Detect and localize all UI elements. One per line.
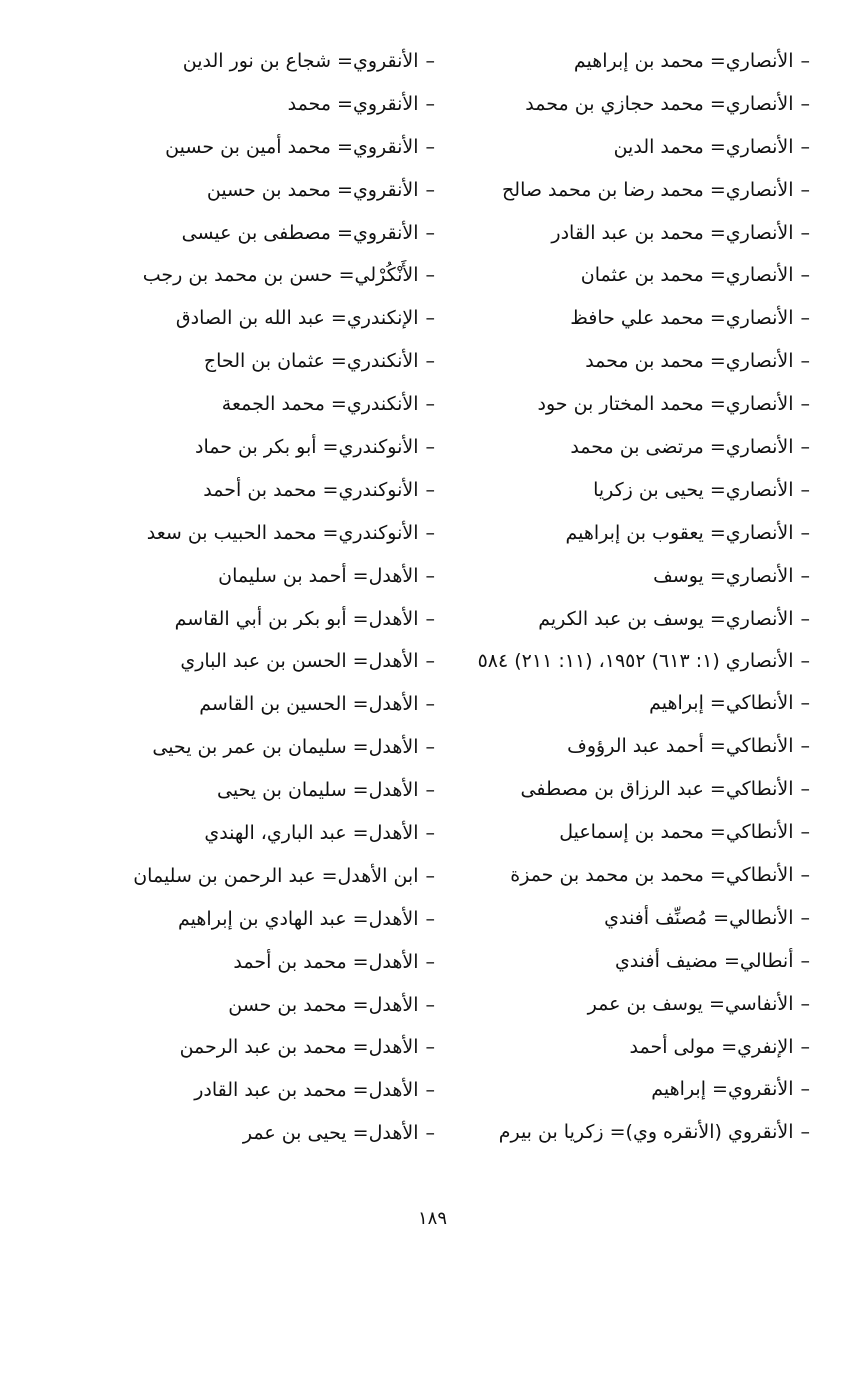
entry-dash: – [425,92,435,115]
entry-dash: – [800,92,810,115]
index-entry [105,598,435,641]
index-entry [465,254,810,297]
index-entry [105,426,435,469]
entry-text: الأهدل= عبد الباري، الهندي [204,822,419,845]
entry-dash: – [800,50,810,72]
index-entry [465,983,810,1026]
entry-dash: – [800,1121,810,1144]
entry-dash: – [425,907,435,930]
index-entry [105,769,435,812]
entry-dash: – [800,521,810,544]
entry-dash: – [425,1036,435,1059]
entry-dash: – [425,350,435,373]
entry-dash: – [425,736,435,759]
index-entry [465,940,810,983]
entry-text: الأهدل= محمد بن عبد القادر [194,1079,419,1102]
entry-text: الأنصاري= محمد الدين [613,135,794,158]
index-entry [105,297,435,340]
index-entry [105,83,435,126]
entry-text: الأهدل= محمد بن حسن [228,993,419,1016]
entry-dash: – [425,135,435,158]
index-column-right [465,40,810,1154]
entry-dash: – [800,478,810,501]
entry-text: الأنكندري= عثمان بن الحاج [203,350,419,373]
index-entry [465,897,810,940]
entry-dash: – [800,135,810,158]
entry-dash: – [800,350,810,373]
entry-text: الأنقروي (الأنقره وي)= زكريا بن بيرم [498,1121,794,1144]
entry-dash: – [425,607,435,630]
entry-text: الأنصاري= محمد رضا بن محمد صالح [502,178,794,201]
entry-dash: – [800,178,810,201]
entry-text: الأنقروي= شجاع بن نور الدين [182,50,419,72]
entry-dash: – [425,264,435,287]
index-entry [465,297,810,340]
index-entry [465,854,810,897]
index-entry [105,1069,435,1112]
entry-text: الأنصاري= يوسف [653,564,794,587]
entry-dash: – [425,779,435,802]
index-entry [465,469,810,512]
entry-text: الأهدل= أحمد بن سليمان [218,564,419,587]
entry-text: الأنوكندري= محمد بن أحمد [203,478,419,501]
entry-dash: – [800,992,810,1015]
entry-dash: – [800,1035,810,1058]
entry-dash: – [425,950,435,973]
entry-text: الأنقروي= محمد [287,92,419,115]
index-entry [105,1112,435,1155]
index-entry [465,1111,810,1154]
entry-dash: – [425,1122,435,1145]
entry-text: الأنطاكي= محمد بن محمد بن حمزة [510,864,794,887]
index-entry [465,1068,810,1111]
index-entry [105,169,435,212]
index-entry [105,726,435,769]
entry-text: الأنقروي= محمد بن حسين [206,178,419,201]
entry-dash: – [800,393,810,416]
index-entry [105,469,435,512]
index-entry [465,555,810,598]
index-entry [105,640,435,683]
index-entry [105,126,435,169]
entry-dash: – [425,478,435,501]
entry-dash: – [425,993,435,1016]
entry-text: الأهدل= الحسن بن عبد الباري [180,650,419,673]
entry-text: الأنطاكي= محمد بن إسماعيل [559,821,794,844]
entry-text: الإنفري= مولى أحمد [629,1035,794,1058]
entry-dash: – [800,692,810,715]
entry-dash: – [425,178,435,201]
entry-text: الأنقروي= محمد أمين بن حسين [165,135,419,158]
entry-text: الأنطاكي= أحمد عبد الرؤوف [567,735,794,758]
index-entry [465,640,810,682]
entry-text: الأهدل= الحسين بن القاسم [199,693,419,716]
index-entry [105,383,435,426]
entry-dash: – [425,564,435,587]
entry-dash: – [800,949,810,972]
index-entry [105,254,435,297]
entry-text: الأهدل= سليمان بن عمر بن يحيى [152,736,419,759]
index-entry [465,811,810,854]
entry-dash: – [800,778,810,801]
entry-text: الأنطاكي= عبد الرزاق بن مصطفى [520,778,794,801]
entry-dash: – [800,607,810,630]
entry-dash: – [425,307,435,330]
index-entry [105,941,435,984]
index-entry [105,555,435,598]
entry-text: الأنقروي= مصطفى بن عيسى [181,221,419,244]
entry-text: الأنصاري= يعقوب بن إبراهيم [565,521,794,544]
entry-dash: – [425,650,435,673]
entry-text: الأهدل= سليمان بن يحيى [217,779,419,802]
index-entry [465,725,810,768]
index-entry [105,340,435,383]
index-entry [105,212,435,255]
index-entry [465,212,810,255]
entry-text: الأنصاري= يحيى بن زكريا [593,478,794,501]
entry-text: الأنصاري= محمد بن عثمان [580,264,794,287]
entry-dash: – [425,521,435,544]
entry-dash: – [800,264,810,287]
index-entry [105,984,435,1027]
entry-text: الأنصاري= محمد بن عبد القادر [551,221,794,244]
index-entry [105,512,435,555]
entry-text: الأهدل= عبد الهادي بن إبراهيم [178,907,419,930]
index-entry [465,426,810,469]
index-entry [465,126,810,169]
entry-text: الأنصاري= يوسف بن عبد الكريم [538,607,794,630]
index-entry [105,812,435,855]
entry-dash: – [425,221,435,244]
entry-dash: – [800,436,810,459]
index-entry [105,683,435,726]
entry-text: الأهدل= يحيى بن عمر [242,1122,419,1145]
entry-text: الأنصاري= مرتضى بن محمد [570,436,794,459]
index-entry [105,898,435,941]
index-entry [105,40,435,83]
entry-text: الأنقروي= إبراهيم [651,1078,794,1101]
entry-dash: – [425,50,435,72]
entry-text: الأنوكندري= أبو بكر بن حماد [195,436,419,459]
page-number: ١٨٩ [417,1208,447,1229]
entry-text: أنطالي= مضيف أفندي [614,949,794,972]
entry-text: الأَنْكُرْلي= حسن بن محمد بن رجب [142,264,419,287]
entry-text: الإنكندري= عبد الله بن الصادق [175,307,419,330]
entry-dash: – [800,564,810,587]
entry-text: الأنوكندري= محمد الحبيب بن سعد [146,521,419,544]
entry-text: الأنصاري= محمد علي حافظ [570,307,794,330]
entry-dash: – [425,1079,435,1102]
entry-dash: – [800,864,810,887]
index-entry [465,768,810,811]
index-entry [465,1026,810,1069]
entry-text: الأهدل= أبو بكر بن أبي القاسم [174,607,419,630]
entry-text: الأنصاري= محمد حجازي بن محمد [525,92,794,115]
entry-dash: – [800,1078,810,1101]
entry-text: الأنفاسي= يوسف بن عمر [587,992,794,1015]
entry-text: الأنطالي= مُصنِّف أفندي [604,906,794,929]
index-entry [465,598,810,641]
entry-dash: – [800,221,810,244]
index-entry [465,383,810,426]
entry-text: الأنكندري= محمد الجمعة [221,393,419,416]
entry-dash: – [425,693,435,716]
entry-text: الأهدل= محمد بن عبد الرحمن [179,1036,419,1059]
entry-dash: – [800,821,810,844]
index-entry [465,40,810,83]
index-entry [105,855,435,898]
entry-dash: – [800,650,810,673]
index-entry [465,83,810,126]
index-entry [465,682,810,725]
entry-text: الأهدل= محمد بن أحمد [233,950,419,973]
entry-dash: – [425,822,435,845]
index-entry [465,340,810,383]
entry-text: الأنصاري= محمد المختار بن حود [537,393,794,416]
entry-dash: – [800,735,810,758]
entry-dash: – [425,393,435,416]
entry-text: الأنصاري= محمد بن إبراهيم [573,50,794,72]
entry-dash: – [425,436,435,459]
entry-text: الأنصاري= محمد بن محمد [585,350,794,373]
entry-dash: – [800,307,810,330]
entry-text: ابن الأهدل= عبد الرحمن بن سليمان [133,864,419,887]
entry-dash: – [425,864,435,887]
entry-text: الأنصاري (١: ٦١٣) ١٩٥٢، (١١: ٢١١) ٥٨٤ [477,650,794,673]
entry-dash: – [800,906,810,929]
index-column-left [105,40,435,1155]
index-entry [465,512,810,555]
entry-text: الأنطاكي= إبراهيم [649,692,794,715]
index-entry [105,1026,435,1069]
index-entry [465,169,810,212]
